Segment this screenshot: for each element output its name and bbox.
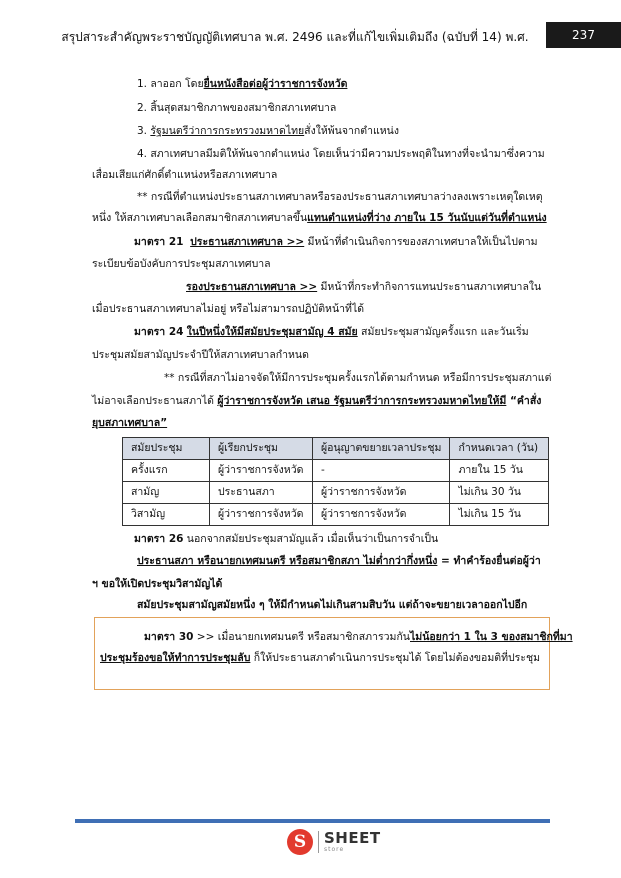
table-row — [123, 460, 549, 482]
table-header-row — [123, 438, 549, 460]
section-26-line4: สมัยประชุมสามัญสมัยหนึ่ง ๆ ให้มีกำหนดไม่เกินสามสิบวัน แต่ถ้าจะขยายเวลาออกไปอีก — [137, 599, 528, 611]
section-30: มาตรา 30 >> เมื่อนายกเทศมนตรี หรือสมาชิกสภารวมกันไม่น้อยกว่า 1 ใน 3 ของสมาชิกที่มา — [144, 631, 573, 643]
table-cell: ผู้ว่าราชการจังหวัด — [210, 504, 313, 526]
table-cell: ไม่เกิน 30 วัน — [450, 482, 549, 504]
item-3: 3. รัฐมนตรีว่าการกระทรวงมหาดไทยสั่งให้พ้นจากตำแหน่ง — [137, 125, 399, 137]
table-cell: ภายใน 15 วัน — [450, 460, 549, 482]
section-24-line2: ประชุมสมัยสามัญประจำปีให้สภาเทศบาลกำหนด — [92, 349, 309, 361]
table-row — [123, 504, 549, 526]
vice-chair-line1: รองประธานสภาเทศบาล >> มีหน้าที่กระทำกิจการแทนประธานสภาเทศบาลใน — [186, 281, 542, 293]
note1-line1: ** กรณีที่ตำแหน่งประธานสภาเทศบาลหรือรองประธานสภาเทศบาลว่างลงเพราะเหตุใดเหตุ — [137, 191, 543, 203]
logo-sub: store — [324, 846, 345, 853]
logo-s-icon: S — [287, 829, 313, 855]
table-cell: ผู้ว่าราชการจังหวัด — [313, 482, 450, 504]
section-21: มาตรา 21 ประธานสภาเทศบาล >> มีหน้าที่ดำเนินกิจการของสภาเทศบาลให้เป็นไปตาม — [134, 236, 538, 248]
session-table — [122, 437, 549, 526]
section-24-note-line1: ** กรณีที่สภาไม่อาจจัดให้มีการประชุมครั้งแรกได้ตามกำหนด หรือมีการประชุมสภาแต่ — [164, 372, 552, 384]
table-cell: ครั้งแรก — [123, 460, 210, 482]
logo-divider — [318, 831, 319, 853]
table-cell: วิสามัญ — [123, 504, 210, 526]
section-26: มาตรา 26 นอกจากสมัยประชุมสามัญแล้ว เมื่อเห็นว่าเป็นการจำเป็น — [134, 533, 439, 545]
section-21-line2: ระเบียบข้อบังคับการประชุมสภาเทศบาล — [92, 258, 271, 270]
note1-line2: หนึ่ง ให้สภาเทศบาลเลือกสมาชิกสภาเทศบาลขึ้นแทนตำแหน่งที่ว่าง ภายใน 15 วันนับแต่วันที่ตำแหน่ง — [92, 212, 547, 224]
logo-name: SHEET — [324, 829, 381, 847]
table-header-cell: ผู้อนุญาตขยายเวลาประชุม — [313, 438, 450, 460]
table-header-cell: กำหนดเวลา (วัน) — [450, 438, 549, 460]
item-1: 1. ลาออก โดยยื่นหนังสือต่อผู้ว่าราชการจังหวัด — [137, 78, 348, 90]
item-2: 2. สิ้นสุดสมาชิกภาพของสมาชิกสภาเทศบาล — [137, 102, 337, 114]
table-row — [123, 482, 549, 504]
sheetstore-logo — [287, 829, 381, 855]
table-cell: - — [313, 460, 450, 482]
table-header-cell: สมัยประชุม — [123, 438, 210, 460]
section-24: มาตรา 24 ในปีหนึ่งให้มีสมัยประชุมสามัญ 4 สมัย สมัยประชุมสามัญครั้งแรก และวันเริ่ม — [134, 326, 529, 338]
table-cell: ไม่เกิน 15 วัน — [450, 504, 549, 526]
item-4-line1: 4. สภาเทศบาลมีมติให้พ้นจากตำแหน่ง โดยเห็นว่ามีความประพฤติในทางที่จะนำมาซึ่งความ — [137, 148, 545, 160]
page-header-title: สรุปสาระสำคัญพระราชบัญญัติเทศบาล พ.ศ. 2496 และที่แก้ไขเพิ่มเติมถึง (ฉบับที่ 14) พ.ศ. — [61, 30, 529, 44]
vice-chair-line2: เมื่อประธานสภาเทศบาลไม่อยู่ หรือไม่สามารถปฏิบัติหน้าที่ได้ — [92, 303, 365, 315]
table-cell: สามัญ — [123, 482, 210, 504]
section-26-line2: ประธานสภา หรือนายกเทศมนตรี หรือสมาชิกสภา ไม่ต่ำกว่ากึ่งหนึ่ง = ทำคำร้องยื่นต่อผู้ว่า — [137, 555, 541, 567]
section-26-line3: ฯ ขอให้เปิดประชุมวิสามัญได้ — [92, 578, 223, 590]
table-header-cell: ผู้เรียกประชุม — [210, 438, 313, 460]
table-cell: ผู้ว่าราชการจังหวัด — [313, 504, 450, 526]
section-24-note-line3: ยุบสภาเทศบาล” — [92, 417, 168, 429]
item-4-line2: เสื่อมเสียแก่ศักดิ์ตำแหน่งหรือสภาเทศบาล — [92, 169, 278, 181]
section-30-line2: ประชุมร้องขอให้ทำการประชุมลับ ก็ให้ประธานสภาดำเนินการประชุมได้ โดยไม่ต้องขอมติที่ประชุม — [100, 652, 540, 664]
table-cell: ประธานสภา — [210, 482, 313, 504]
section-24-note-line2: ไม่อาจเลือกประธานสภาได้ ผู้ว่าราชการจังหวัด เสนอ รัฐมนตรีว่าการกระทรวงมหาดไทยให้มี “คำสั่ง — [92, 395, 542, 407]
logo-text — [324, 831, 381, 853]
table-cell: ผู้ว่าราชการจังหวัด — [210, 460, 313, 482]
footer-divider — [75, 819, 550, 823]
page-number: 237 — [546, 22, 621, 48]
